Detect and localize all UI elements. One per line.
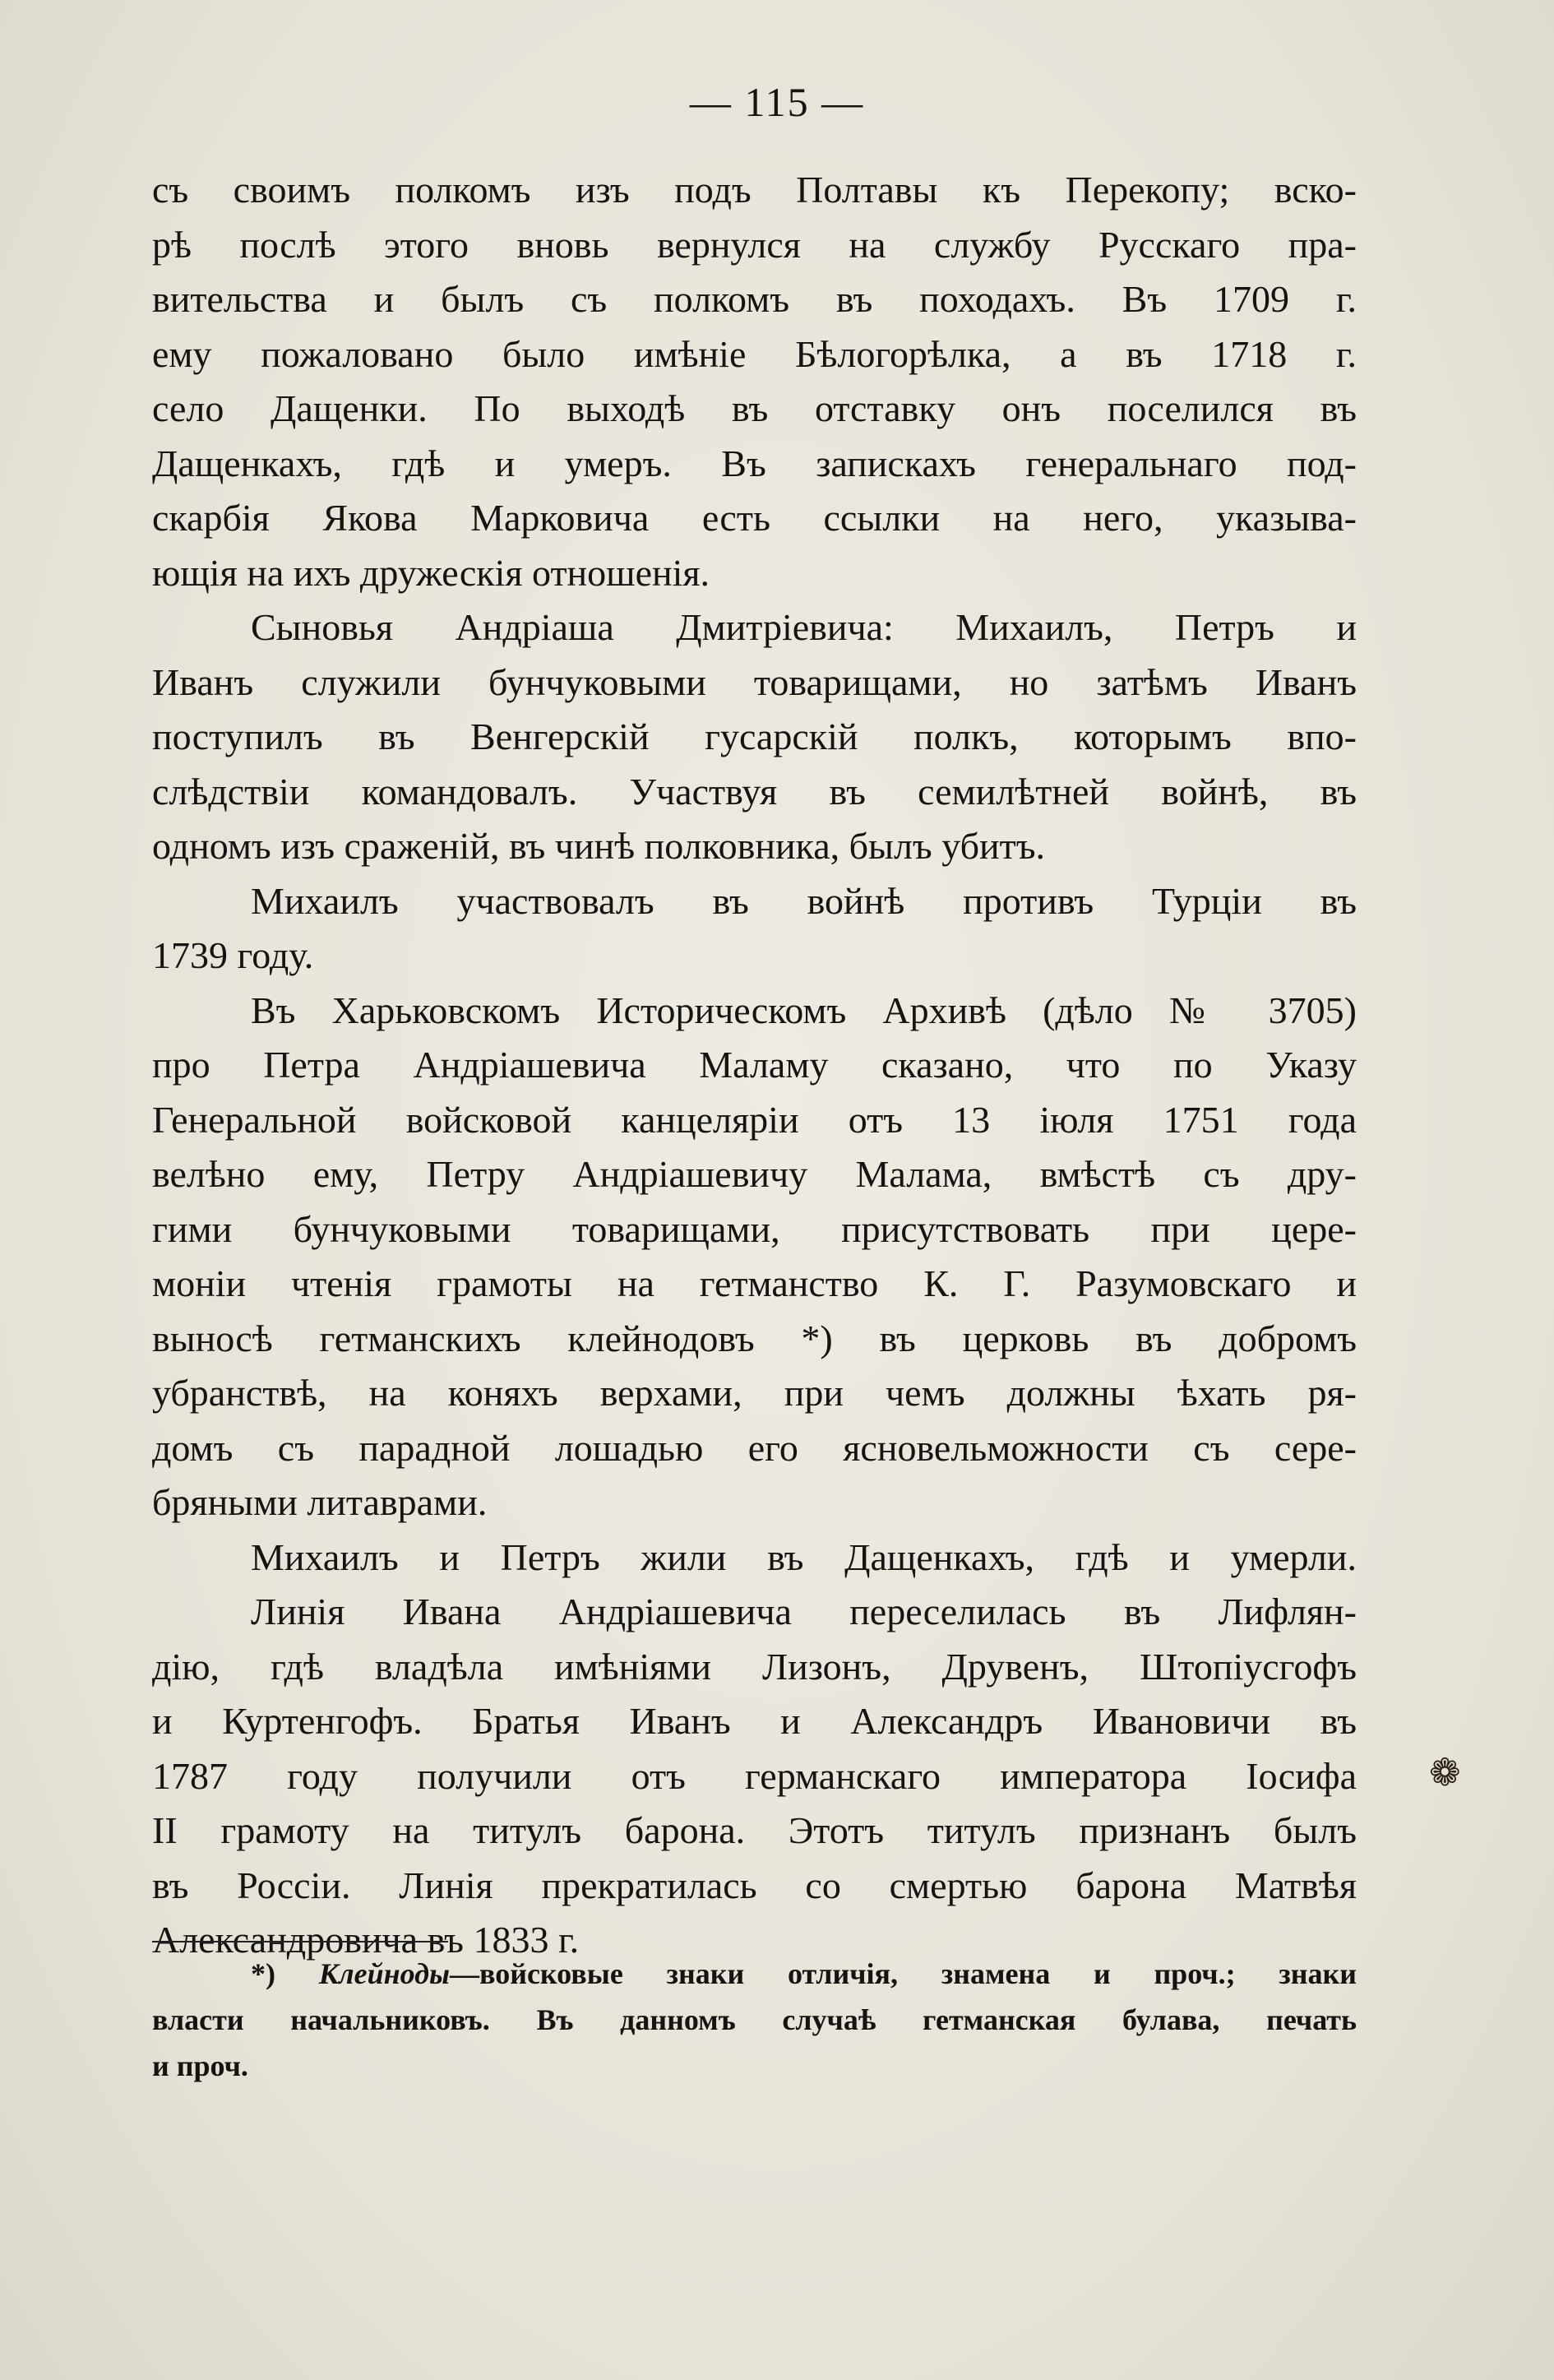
footnote-line-3: и проч. bbox=[152, 2049, 248, 2082]
text-line: 1739 году. bbox=[152, 934, 314, 976]
text-line: село Дащенки. По выходѣ въ отставку онъ поселился въ bbox=[152, 387, 1357, 429]
text-line: поступилъ въ Венгерскій гусарскій полкъ, которымъ впо- bbox=[152, 715, 1357, 757]
text-line: моніи чтенія грамоты на гетманство К. Г. Разумовскаго и bbox=[152, 1262, 1357, 1304]
text-line: про Петра Андріашевича Маламу сказано, что по Указу bbox=[152, 1044, 1357, 1086]
text-line: Въ Харьковскомъ Историческомъ Архивѣ (дѣло № 3705) bbox=[251, 989, 1357, 1031]
footnote-marker: *) bbox=[251, 1957, 275, 1990]
text-line: гими бунчуковыми товарищами, присутствовать при цере- bbox=[152, 1207, 1357, 1250]
footnote-line-1-rest: —войсковые знаки отличія, знамена и проч.; знаки bbox=[450, 1957, 1357, 1990]
text-line: бряными литаврами. bbox=[152, 1481, 488, 1523]
text-line: выносѣ гетманскихъ клейнодовъ *) въ церковь въ добромъ bbox=[152, 1317, 1357, 1359]
text-line: домъ съ парадной лошадью его ясновельможности съ сере- bbox=[152, 1426, 1357, 1469]
text-line: Александровича въ 1833 г. bbox=[152, 1919, 580, 1961]
text-line: Михаилъ участвовалъ въ войнѣ противъ Турціи въ bbox=[251, 879, 1357, 922]
text-line: вительства и былъ съ полкомъ въ походахъ. Въ 1709 г. bbox=[152, 278, 1357, 320]
text-line: въ Россіи. Линія прекратилась со смертью барона Матвѣя bbox=[152, 1864, 1357, 1906]
text-line: рѣ послѣ этого вновь вернулся на службу Русскаго пра- bbox=[152, 223, 1357, 266]
text-line: Сыновья Андріаша Дмитріевича: Михаилъ, Петръ и bbox=[251, 606, 1357, 648]
text-line: и Куртенгофъ. Братья Иванъ и Александръ Ивановичи въ bbox=[152, 1700, 1357, 1742]
text-line: Иванъ служили бунчуковыми товарищами, но затѣмъ Иванъ bbox=[152, 660, 1357, 703]
footnote bbox=[152, 1951, 1357, 2089]
page-number: — 115 — bbox=[689, 79, 865, 125]
text-line: дію, гдѣ владѣла имѣніями Лизонъ, Друвенъ, Штопіусгофъ bbox=[152, 1645, 1357, 1688]
text-line: ющія на ихъ дружескія отношенія. bbox=[152, 551, 710, 594]
margin-ink-mark-icon: ❁ bbox=[1429, 1752, 1461, 1794]
text-line: II грамоту на титулъ барона. Этотъ титулъ признанъ былъ bbox=[152, 1809, 1357, 1851]
text-line: ему пожаловано было имѣніе Бѣлогорѣлка, а въ 1718 г. bbox=[152, 332, 1357, 375]
footnote-line-1 bbox=[152, 1951, 1357, 1997]
footnote-line-2: власти начальниковъ. Въ данномъ случаѣ гетманская булава, печать bbox=[152, 2003, 1357, 2036]
footnote-term: Клейноды bbox=[318, 1957, 450, 1990]
footnote-separator bbox=[152, 1941, 448, 1942]
text-line: слѣдствіи командовалъ. Участвуя въ семилѣтней войнѣ, въ bbox=[152, 770, 1357, 813]
text-line: одномъ изъ сраженій, въ чинѣ полковника, былъ убитъ. bbox=[152, 825, 1046, 867]
text-line: Михаилъ и Петръ жили въ Дащенкахъ, гдѣ и умерли. bbox=[251, 1535, 1357, 1578]
text-line: съ своимъ полкомъ изъ подъ Полтавы къ Перекопу; вско- bbox=[152, 169, 1357, 211]
text-line: Дащенкахъ, гдѣ и умеръ. Въ запискахъ генеральнаго под- bbox=[152, 442, 1357, 484]
text-line: Линія Ивана Андріашевича переселилась въ Лифлян- bbox=[251, 1591, 1357, 1632]
text-line: велѣно ему, Петру Андріашевичу Малама, вмѣстѣ съ дру- bbox=[152, 1153, 1357, 1195]
text-line: 1787 году получили отъ германскаго императора Іосифа bbox=[152, 1754, 1357, 1797]
text-line: скарбія Якова Марковича есть ссылки на него, указыва- bbox=[152, 497, 1357, 539]
text-line: Генеральной войсковой канцеляріи отъ 13 іюля 1751 года bbox=[152, 1098, 1357, 1141]
text-line: убранствѣ, на коняхъ верхами, при чемъ должны ѣхать ря- bbox=[152, 1372, 1357, 1414]
body-text bbox=[152, 163, 1357, 1968]
